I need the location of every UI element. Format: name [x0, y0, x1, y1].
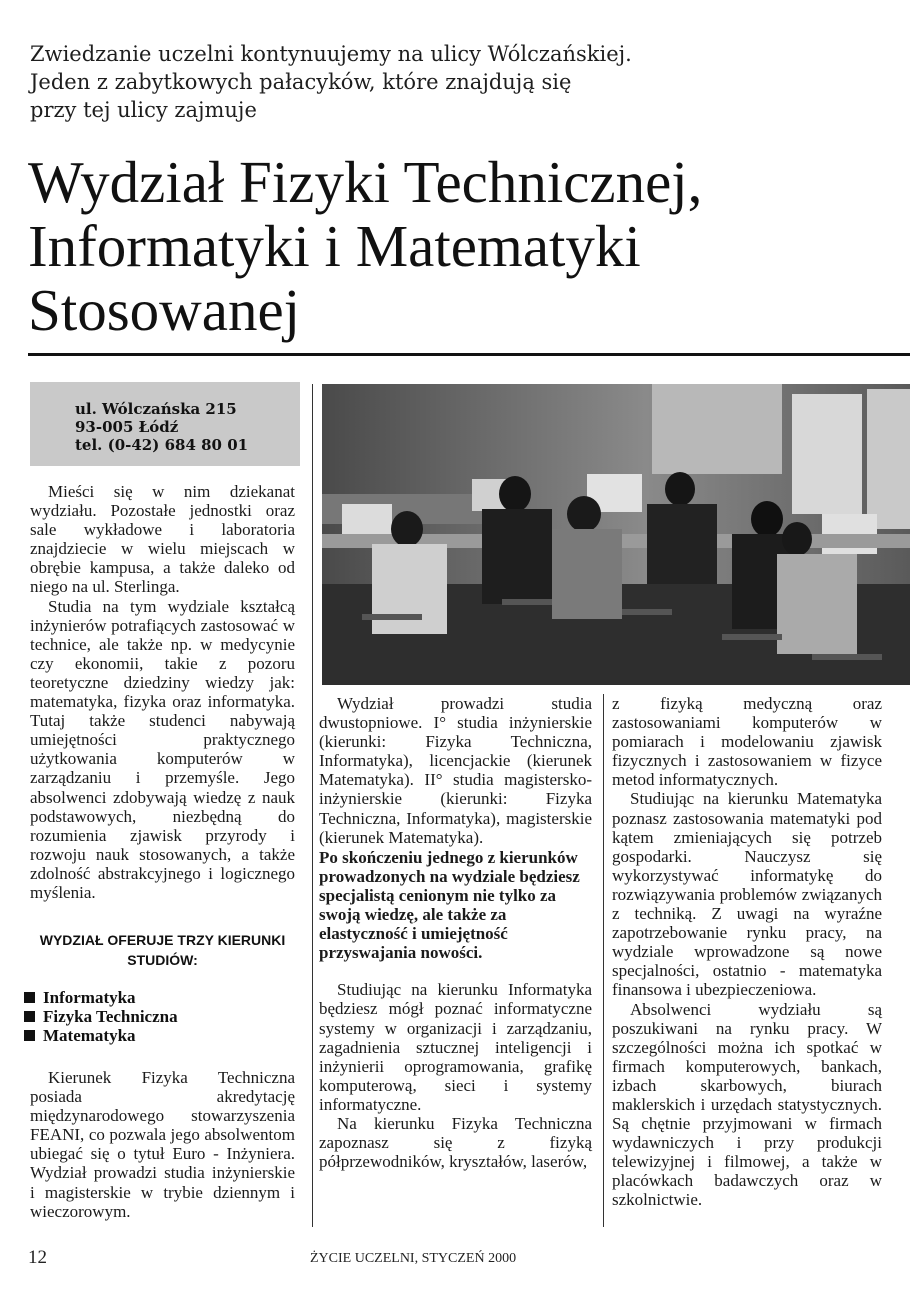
- column-2: [319, 694, 592, 1171]
- study-list: [24, 988, 294, 1045]
- intro-line: przy tej ulicy zajmuje: [30, 98, 257, 122]
- address-street: ul. Wólczańska 215: [75, 400, 237, 418]
- paragraph: Absolwenci wydziału są poszukiwani na rynku pracy. W szczególności można ich spotkać w firmach komputerowych, bankach, izbach skarbowych, biurach maklerskich i urzędach statystycznych. Są chętnie przyjmowani w firmach wydawniczych i przy produkcji telewizyjnej i filmowej, a także w placówkach badawczych oraz w szkolnictwie.: [612, 999, 882, 1210]
- paragraph: Wydział prowadzi studia dwustopniowe. I° studia inżynierskie (kierunki: Fizyka Techniczna, Informatyka), licencjackie (kierunek Matematyka). II° studia magistersko-inżynierskie (kierunki: Fizyka Techniczna, Informatyka), magisterskie (kierunek Matematyka).: [319, 694, 592, 847]
- paragraph: z fizyką medyczną oraz zastosowaniami komputerów w pomiarach i modelowaniu zjawisk fizycznych i zastosowaniem w fizyce metod informatycznych.: [612, 694, 882, 790]
- classroom-photo: [322, 384, 910, 685]
- list-item-label: Matematyka: [43, 1026, 136, 1045]
- paragraph: Studiując na kierunku Informatyka będziesz mógł poznać informatyczne systemy w organizacji i zarządzaniu, zagadnienia sztucznej inteligencji i inżynierii oprogramowania, grafikę komputerową, sieci i systemy informatyczne.: [319, 980, 592, 1114]
- paragraph: Mieści się w nim dziekanat wydziału. Pozostałe jednostki oraz sale wykładowe i laboratoria znajdziecie w wielu miejscach w obrębie kampusa, a także daleko od niego na ul. Sterlinga.: [30, 482, 295, 597]
- bullet-square-icon: [24, 1030, 35, 1041]
- list-item: [24, 1026, 294, 1045]
- list-item-label: Informatyka: [43, 988, 136, 1007]
- title-rule: [28, 353, 910, 356]
- list-item: [24, 988, 294, 1007]
- section-heading: [30, 930, 295, 970]
- address-box: [30, 382, 300, 466]
- column-1: [30, 482, 295, 902]
- paragraph: Studia na tym wydziale kształcą inżynierów potrafiących zastosować w technice, ale także np. w medycynie czy ekonomii, takie z pozoru teoretyczne dziedziny wiedzy jak: matematyka, fizyka oraz informatyka. Tutaj także studenci nabywają umiejętności praktycznego użytkowania komputerów w zarządzaniu i przemyśle. Jego absolwenci zdobywają wiedzę z nauk podstawowych, niezbędną do rozumienia zjawisk przyrody i rozwoju nauk stosowanych, a także zdolność abstrakcyjnego i logicznego myślenia.: [30, 596, 295, 902]
- title-line: Stosowanej: [28, 277, 301, 343]
- page-number: 12: [28, 1247, 47, 1268]
- list-item-label: Fizyka Techniczna: [43, 1007, 178, 1026]
- column-3: [612, 694, 882, 1210]
- intro-line: Jeden z zabytkowych pałacyków, które znajdują się: [30, 70, 572, 94]
- journal-name: ŻYCIE UCZELNI, STYCZEŃ 2000: [310, 1251, 517, 1266]
- paragraph: Studiując na kierunku Matematyka poznasz zastosowania matematyki pod kątem zmieniających się potrzeb gospodarki. Nauczysz się wykorzystywać informatykę do rozwiązywania problemów związanych z techniką. Z uwagi na wyraźne zapotrzebowanie rynku pracy, na wydziale wprowadzone są nowe specjalności, ostatnio - matematyka finansowa i ubezpieczeniowa.: [612, 789, 882, 1000]
- paragraph: Na kierunku Fizyka Technicznа zapoznasz się z fizyką półprzewodników, kryształów, laserów,: [319, 1113, 592, 1172]
- bullet-square-icon: [24, 1011, 35, 1022]
- address-phone: tel. (0-42) 684 80 01: [75, 436, 249, 454]
- address-postcode: 93-005 Łódź: [75, 418, 179, 436]
- column-1-bottom: [30, 1068, 295, 1221]
- intro-text: [30, 40, 730, 124]
- article-title: [28, 150, 898, 342]
- heading-line: STUDIÓW:: [127, 952, 198, 968]
- list-item: [24, 1007, 294, 1026]
- column-divider: [312, 384, 313, 1227]
- highlight-paragraph: Po skończeniu jednego z kierunków prowadzonych na wydziale będziesz specjalistą cenionym nie tylko za swoją wiedzę, ale także za elastyczność i umiejętność przyswajania nowości.: [319, 847, 580, 963]
- title-line: Informatyki i Matematyki: [28, 213, 641, 279]
- paragraph: Kierunek Fizyka Techniczna posiada akredytację międzynarodowego stowarzyszenia FEANI, co pozwala jego absolwentom ubiegać się o tytuł Euro - Inżyniera. Wydział prowadzi studia inżynierskie i magisterskie w trybie dziennym i wieczorowym.: [30, 1068, 295, 1221]
- title-line: Wydział Fizyki Technicznej,: [28, 149, 703, 215]
- heading-line: WYDZIAŁ OFERUJE TRZY KIERUNKI: [39, 932, 286, 948]
- intro-line: Zwiedzanie uczelni kontynuujemy na ulicy Wólczańskiej.: [30, 42, 632, 66]
- column-divider: [603, 694, 604, 1227]
- bullet-square-icon: [24, 992, 35, 1003]
